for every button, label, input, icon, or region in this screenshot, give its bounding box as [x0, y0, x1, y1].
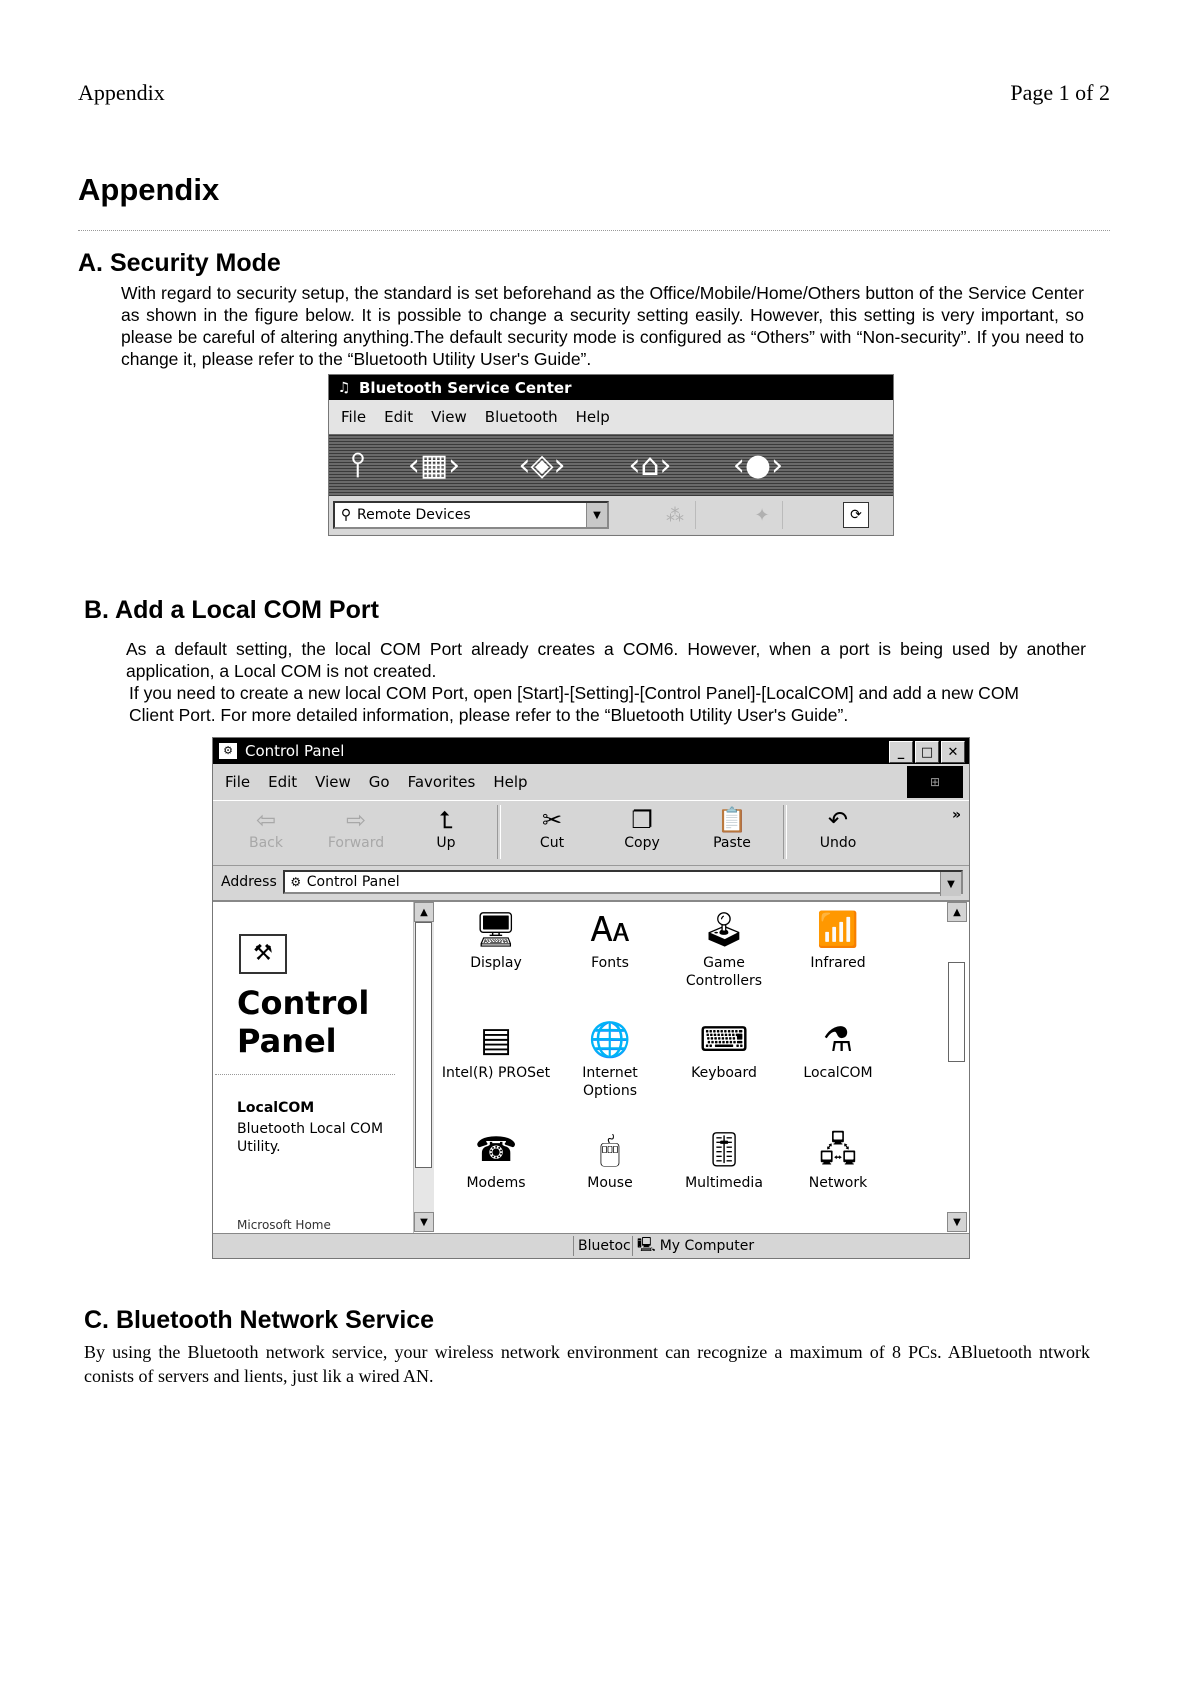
icon-pane-scrollbar[interactable] — [947, 902, 967, 1232]
copy-label: Copy — [624, 835, 660, 851]
back-button[interactable] — [221, 801, 311, 851]
control-panel-app-icon: ⚙ — [219, 743, 237, 759]
menu-go[interactable]: Go — [368, 773, 390, 791]
address-input[interactable] — [283, 870, 963, 894]
localcom-item[interactable] — [783, 1016, 893, 1126]
discover-icon[interactable]: ⁂ — [655, 501, 696, 529]
localcom-icon: ⚗ — [822, 1020, 854, 1060]
web-view-link[interactable]: Microsoft Home — [237, 1218, 331, 1232]
fonts-icon: 🗛 — [590, 910, 630, 950]
home-icon: ‹⌂› — [628, 447, 672, 483]
windows-logo-icon: ⊞ — [907, 766, 963, 798]
cp-toolbar — [213, 800, 969, 866]
section-a-body: With regard to security setup, the standard is set beforehand as the Office/Mobile/Home/Others button of the Service Center as shown in the figure below. It is possible to change a security setting easily. However, this setting is very important, so please be careful of altering anything.The default security mode is configured as “Others” with “Non-security”. If you need to change it, please refer to the “Bluetooth Utility User's Guide”. — [121, 283, 1084, 369]
menu-file[interactable]: File — [225, 773, 251, 791]
copy-button[interactable] — [597, 801, 687, 851]
status-cell-zone — [632, 1236, 957, 1256]
scroll-up-icon[interactable]: ▲ — [947, 902, 967, 922]
web-view-divider — [215, 1074, 395, 1075]
control-panel-icon-grid — [441, 906, 901, 1236]
security-mode-toolbar — [329, 434, 893, 496]
control-panel-small-icon: ⚙ — [290, 875, 302, 889]
status-text-zone: My Computer — [659, 1238, 755, 1254]
internet-options-icon: 🌐 — [588, 1020, 632, 1060]
cp-content-area — [213, 900, 969, 1236]
header-left: Appendix — [78, 80, 165, 105]
selected-item-name: LocalCOM — [237, 1100, 315, 1116]
office-building-icon: ‹▦› — [407, 447, 461, 483]
left-pane-scrollbar[interactable] — [413, 902, 434, 1232]
cp-menubar — [213, 764, 969, 800]
address-bar — [213, 866, 969, 898]
modems-item[interactable] — [441, 1126, 551, 1236]
paste-label: Paste — [713, 835, 751, 851]
display-label: Display — [470, 955, 522, 971]
title-divider — [78, 230, 1110, 231]
network-label: Network — [808, 1175, 868, 1191]
scroll-down-icon[interactable]: ▼ — [414, 1212, 434, 1232]
up-label: Up — [436, 835, 456, 851]
undo-icon: ↶ — [827, 806, 849, 834]
keyboard-icon: ⌨ — [699, 1020, 749, 1060]
bt-titlebar — [329, 375, 893, 400]
fonts-label: Fonts — [591, 955, 629, 971]
back-label: Back — [249, 835, 283, 851]
undo-label: Undo — [819, 835, 857, 851]
remote-devices-icon: ⚲ — [340, 507, 352, 523]
section-c-heading: C. Bluetooth Network Service — [84, 1306, 435, 1334]
infrared-item[interactable] — [783, 906, 893, 1016]
multimedia-icon: 🎚 — [702, 1130, 746, 1170]
multimedia-label: Multimedia — [685, 1175, 763, 1191]
web-view-title-line-2: Panel — [237, 1022, 337, 1060]
menu-help[interactable]: Help — [493, 773, 528, 791]
joystick-icon: 🕹 — [702, 910, 746, 950]
others-mode-button[interactable] — [711, 443, 805, 487]
up-folder-icon: ⮤ — [438, 806, 454, 834]
section-a-heading: A. Security Mode — [78, 249, 281, 277]
copy-icon: ❐ — [631, 806, 653, 834]
running-header — [78, 80, 1110, 110]
infrared-icon: 📶 — [816, 910, 860, 950]
selected-item-description: Bluetooth Local COM Utility. — [237, 1121, 384, 1155]
section-b-body-1: As a default setting, the local COM Port already creates a COM6. However, when a port is being used by another application, a Local COM is not created. — [126, 639, 1086, 681]
menu-edit[interactable]: Edit — [384, 408, 414, 426]
mouse-item[interactable] — [555, 1126, 665, 1236]
cp-window-title: Control Panel — [245, 742, 345, 760]
control-panel-window — [212, 737, 970, 1259]
internet-options-label: Internet Options — [582, 1065, 638, 1099]
mouse-label: Mouse — [587, 1175, 633, 1191]
status-bar — [213, 1233, 969, 1258]
toolbar-separator — [783, 805, 787, 859]
address-value: Control Panel — [306, 874, 400, 890]
office-mode-button[interactable] — [387, 443, 481, 487]
chevron-down-icon[interactable]: ▼ — [586, 503, 607, 527]
back-arrow-icon: ⇦ — [255, 806, 277, 834]
menu-edit[interactable]: Edit — [268, 773, 298, 791]
network-item[interactable] — [783, 1126, 893, 1236]
menu-bluetooth[interactable]: Bluetooth — [484, 408, 558, 426]
fonts-item[interactable] — [555, 906, 665, 1016]
network-card-icon: ▤ — [479, 1020, 513, 1060]
forward-label: Forward — [327, 835, 385, 851]
mobile-mode-button[interactable] — [495, 443, 589, 487]
mouse-icon: 🖱 — [599, 1130, 621, 1170]
page-title: Appendix — [78, 172, 220, 207]
minimize-icon[interactable]: _ — [889, 741, 913, 763]
intel-proset-label: Intel(R) PROSet — [441, 1065, 551, 1081]
section-b-heading: B. Add a Local COM Port — [84, 596, 379, 624]
cut-button[interactable] — [507, 801, 597, 851]
display-icon: 🖥 — [474, 910, 518, 950]
scroll-thumb[interactable] — [415, 922, 432, 1168]
maximize-icon[interactable]: □ — [915, 741, 939, 763]
device-type-value: Remote Devices — [357, 507, 471, 523]
device-type-select[interactable] — [333, 501, 609, 529]
others-icon: ‹●› — [732, 447, 784, 483]
bt-menubar — [329, 400, 893, 434]
menu-file[interactable]: File — [341, 408, 367, 426]
display-item[interactable] — [441, 906, 551, 1016]
status-text-bluetooth: Bluetoc — [578, 1238, 631, 1254]
localcom-label: LocalCOM — [803, 1065, 873, 1081]
internet-options-item[interactable] — [555, 1016, 665, 1126]
multimedia-item[interactable] — [669, 1126, 779, 1236]
network-icon: 🖧 — [819, 1130, 857, 1170]
window-controls — [887, 741, 965, 763]
scroll-down-icon[interactable]: ▼ — [947, 1212, 967, 1232]
page-number: Page 1 of 2 — [1010, 80, 1110, 105]
game-controllers-label: Game Controllers — [685, 955, 763, 989]
bluetooth-service-center-window — [328, 374, 894, 536]
close-icon[interactable]: ✕ — [941, 741, 965, 763]
toolbar-separator — [497, 805, 501, 859]
home-mode-button[interactable] — [603, 443, 697, 487]
my-computer-icon: 🖳 — [637, 1237, 656, 1253]
cp-titlebar — [213, 738, 969, 764]
bluetooth-app-icon: ♫ — [337, 379, 351, 396]
menu-favorites[interactable]: Favorites — [407, 773, 476, 791]
control-panel-large-icon: ⚒ — [239, 934, 287, 974]
forward-arrow-icon: ⇨ — [345, 806, 367, 834]
scissors-icon: ✂ — [541, 806, 563, 834]
keyboard-label: Keyboard — [691, 1065, 757, 1081]
paste-button[interactable] — [687, 801, 777, 851]
scroll-up-icon[interactable]: ▲ — [414, 902, 434, 922]
mobile-device-icon: ‹◈› — [518, 447, 566, 483]
scroll-thumb[interactable] — [948, 962, 965, 1062]
toolbar-overflow-icon[interactable]: » — [951, 807, 961, 823]
cut-label: Cut — [539, 835, 565, 851]
infrared-label: Infrared — [810, 955, 866, 971]
menu-view[interactable]: View — [315, 773, 351, 791]
modems-label: Modems — [466, 1175, 526, 1191]
web-view-title-line-1: Control — [237, 984, 370, 1022]
section-c-body: By using the Bluetooth network service, your wireless network environment can recognize a maximum of 8 PCs. ABluetooth ntwork conists of servers and lients, just lik a wired AN. — [84, 1342, 1090, 1386]
intel-proset-item[interactable] — [441, 1016, 551, 1126]
keyboard-item[interactable] — [669, 1016, 779, 1126]
address-label: Address — [221, 874, 277, 890]
chevron-down-icon[interactable]: ▼ — [940, 872, 961, 896]
status-cell-bluetooth — [573, 1236, 632, 1256]
bt-device-bar — [329, 496, 893, 534]
menu-view[interactable]: View — [431, 408, 467, 426]
up-button[interactable] — [401, 801, 491, 851]
undo-button[interactable] — [793, 801, 883, 851]
pin-icon[interactable]: ⫯ — [350, 445, 366, 485]
section-b-body-2: If you need to create a new local COM Port, open [Start]-[Setting]-[Control Panel]-[LocalCOM] and add a new COM Client Port. For more detailed information, please refer to the “Bluetooth Utility User's Guide”. — [129, 683, 1020, 725]
forward-button[interactable] — [311, 801, 401, 851]
web-view-pane — [215, 904, 414, 1234]
telephone-icon: ☎ — [474, 1130, 518, 1170]
paste-icon: 📋 — [717, 806, 747, 834]
connect-icon[interactable]: ✦ — [742, 501, 783, 529]
game-controllers-item[interactable] — [669, 906, 779, 1016]
refresh-icon[interactable]: ⟳ — [843, 502, 869, 528]
web-view-title — [237, 984, 369, 1060]
bt-window-title: Bluetooth Service Center — [359, 378, 572, 397]
menu-help[interactable]: Help — [575, 408, 610, 426]
